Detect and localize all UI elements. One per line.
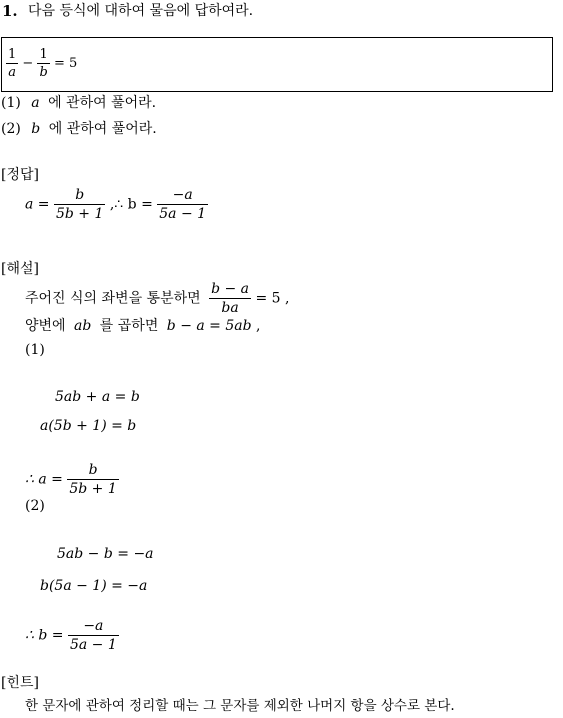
- answer-lhs-a: a =: [25, 196, 50, 213]
- explanation-line-2: [25, 319, 261, 333]
- problem-number: 1.: [2, 2, 18, 20]
- explanation-label: [해설]: [1, 261, 39, 277]
- answer-equation: [25, 188, 208, 221]
- part-1-result-frac: $\frac{b}{5b + 1}$: [69, 462, 117, 497]
- question-1-label: (1): [1, 95, 21, 111]
- question-1-var: a: [31, 95, 40, 111]
- part-2-label: (2): [25, 498, 45, 514]
- question-2: [1, 122, 157, 136]
- part-2-result-pre: ∴ b =: [25, 627, 64, 644]
- problem-prompt: 다음 등식에 대하여 물음에 답하여라.: [28, 3, 254, 19]
- hint-text: 한 문자에 관하여 정리할 때는 그 문자를 제외한 나머지 항을 상수로 본다.: [25, 698, 455, 714]
- explanation-line-1-rhs: = 5 ,: [255, 290, 290, 307]
- answer-frac-a: $\frac{b}{5b + 1}$: [55, 187, 104, 222]
- answer-sep: ,∴ b =: [109, 196, 153, 213]
- answer-frac-b: $\frac{-a}{5a - 1}$: [159, 187, 207, 222]
- hint-label: [힌트]: [1, 675, 39, 691]
- question-2-text: 에 관하여 풀어라.: [48, 121, 157, 137]
- answer-label: [정답]: [1, 167, 39, 183]
- part-2-eq-2: b(5a − 1) = −a: [40, 578, 148, 594]
- explanation-line-2-pre: 양변에: [25, 318, 66, 334]
- question-1: [1, 96, 156, 110]
- explanation-line-1-frac: $\frac{b - a}{ba}$: [211, 281, 250, 316]
- question-2-label: (2): [1, 121, 21, 137]
- explanation-line-2-mid: 를 곱하면: [99, 318, 159, 334]
- part-1-result-pre: ∴ a =: [25, 471, 63, 488]
- given-equation: [6, 48, 77, 79]
- part-2-result: [25, 619, 119, 652]
- given-rhs: = 5: [53, 56, 78, 71]
- explanation-line-1: [25, 282, 290, 315]
- part-1-label: (1): [25, 342, 45, 358]
- part-2-result-frac: $\frac{-a}{5a - 1}$: [69, 618, 117, 653]
- explanation-line-2-ab: ab: [74, 318, 92, 334]
- part-2-eq-1: 5ab − b = −a: [57, 546, 154, 562]
- given-frac-a: $\frac{1}{a}$: [8, 47, 17, 80]
- explanation-line-1-text: 주어진 식의 좌변을 통분하면: [25, 290, 201, 307]
- given-minus: −: [22, 56, 34, 71]
- explanation-line-2-eq: b − a = 5ab: [166, 318, 252, 334]
- part-1-eq-2: a(5b + 1) = b: [40, 418, 137, 434]
- question-1-text: 에 관하여 풀어라.: [48, 95, 157, 111]
- given-equation-box: [1, 37, 553, 92]
- part-1-eq-1: 5ab + a = b: [55, 389, 140, 405]
- question-2-var: b: [31, 121, 41, 137]
- explanation-line-2-end: ,: [256, 318, 261, 334]
- part-1-result: [25, 463, 119, 496]
- given-frac-b: $\frac{1}{b}$: [39, 47, 48, 80]
